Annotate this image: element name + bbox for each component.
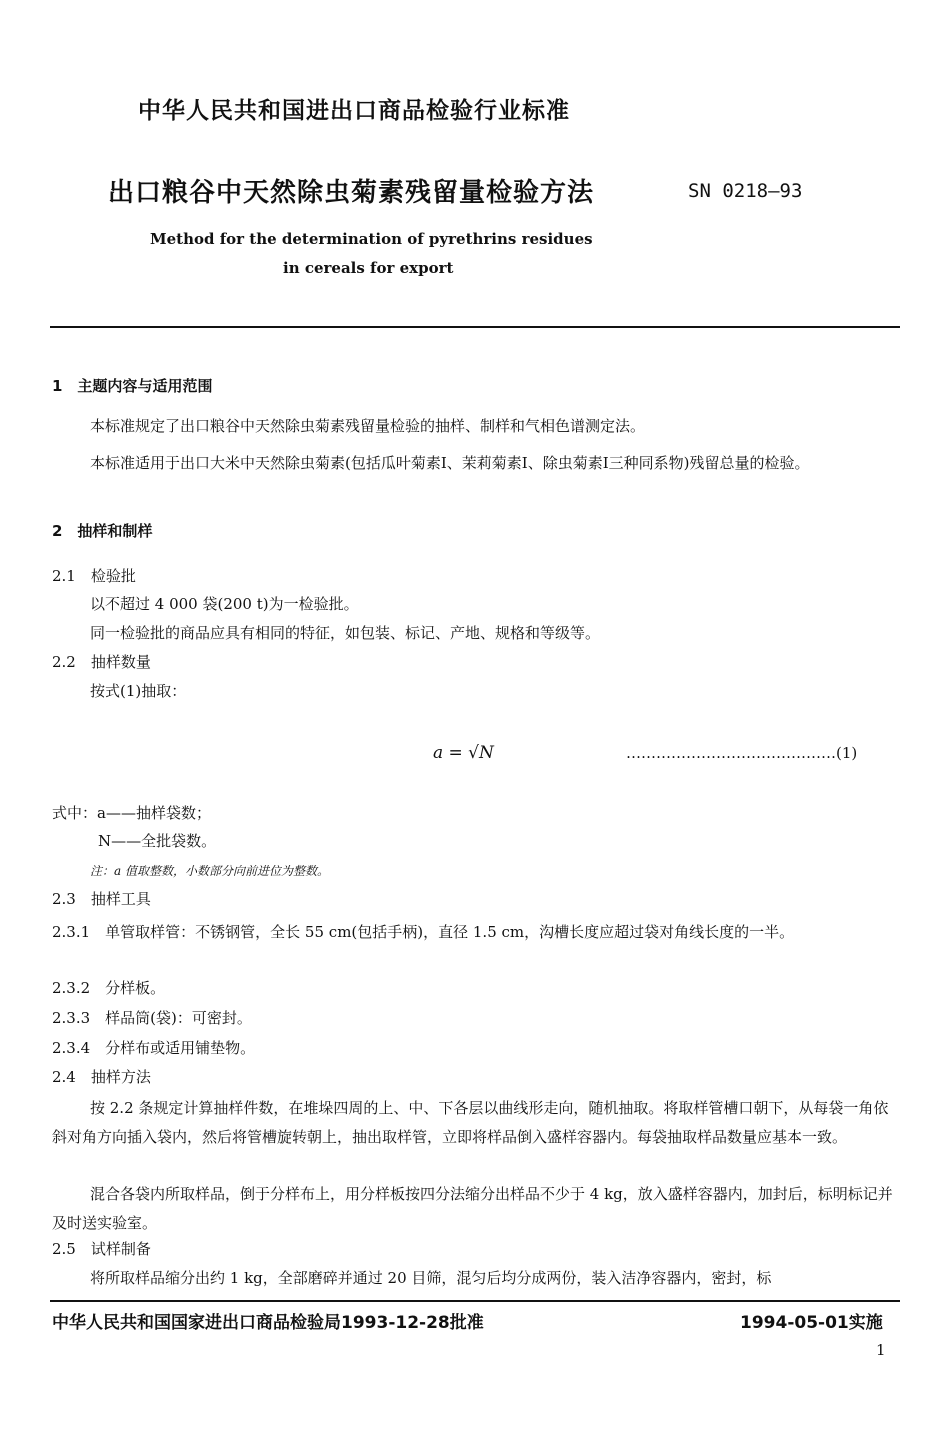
formula-number: ……………………………………(1) <box>626 744 858 762</box>
effective-date: 1994-05-01实施 <box>740 1313 883 1333</box>
approval-text: 中华人民共和国国家进出口商品检验局1993-12-28批准 <box>52 1313 484 1333</box>
note: 注：a 值取整数，小数部分向前进位为整数。 <box>90 864 329 878</box>
english-title-line1: Method for the determination of pyrethrins residues <box>150 230 593 248</box>
header-rule <box>50 326 900 328</box>
section-1-heading: 1 主题内容与适用范围 <box>52 377 213 395</box>
section-2-5-para-1: 将所取样品缩分出约 1 kg，全部磨碎并通过 20 目筛，混匀后均分成两份，装入洁净容器内，密封，标 <box>90 1269 772 1287</box>
where-a: 式中：a——抽样袋数； <box>52 804 211 822</box>
section-2-3-4: 2.3.4 分样布或适用铺垫物。 <box>52 1039 256 1057</box>
section-2-3-3: 2.3.3 样品筒(袋)：可密封。 <box>52 1009 252 1027</box>
document-title: 出口粮谷中天然除虫菊素残留量检验方法 <box>108 178 595 208</box>
section-2-2-text: 按式(1)抽取： <box>90 682 187 700</box>
section-2-4-para-1: 按 2.2 条规定计算抽样件数，在堆垛四周的上、中、下各层以曲线形走向，随机抽取。将取样管槽口朝下，从每袋一角依斜对角方向插入袋内，然后将管槽旋转朝上，抽出取样管，立即将样品倒入盛样容器内。每袋抽取样品数量应基本一致。 <box>52 1099 889 1146</box>
section-2-4-para-2: 混合各袋内所取样品，倒于分样布上，用分样板按四分法缩分出样品不少于 4 kg，放入盛样容器内，加封后，标明标记并及时送实验室。 <box>52 1185 893 1232</box>
section-2-4-heading: 2.4 抽样方法 <box>52 1068 151 1086</box>
section-2-5-heading: 2.5 试样制备 <box>52 1240 151 1258</box>
section-2-3-1: 2.3.1 单管取样管：不锈钢管，全长 55 cm(包括手柄)，直径 1.5 cm，沟槽长度应超过袋对角线长度的一半。 <box>52 923 795 941</box>
section-2-3-heading: 2.3 抽样工具 <box>52 890 151 908</box>
section-2-heading: 2 抽样和制样 <box>52 522 153 540</box>
footer-rule <box>50 1300 900 1302</box>
english-title-line2: in cereals for export <box>283 259 454 277</box>
section-2-1-text-a: 以不超过 4 000 袋(200 t)为一检验批。 <box>90 595 359 613</box>
page-number: 1 <box>876 1341 886 1359</box>
section-1-para-1: 本标准规定了出口粮谷中天然除虫菊素残留量检验的抽样、制样和气相色谱测定法。 <box>90 417 646 435</box>
section-1-para-2: 本标准适用于出口大米中天然除虫菊素(包括瓜叶菊素Ⅰ、茉莉菊素Ⅰ、除虫菊素Ⅰ三种同系物)残留总量的检验。 <box>90 454 810 472</box>
standard-code: SN 0218—93 <box>688 180 803 202</box>
standard-org-title: 中华人民共和国进出口商品检验行业标准 <box>138 98 570 124</box>
section-2-3-2: 2.3.2 分样板。 <box>52 979 166 997</box>
section-2-1-heading: 2.1 检验批 <box>52 567 136 585</box>
section-2-1-text-b: 同一检验批的商品应具有相同的特征，如包装、标记、产地、规格和等级等。 <box>90 624 601 642</box>
formula: a = √N <box>433 743 494 763</box>
section-2-2-heading: 2.2 抽样数量 <box>52 653 151 671</box>
where-n: N——全批袋数。 <box>98 832 217 850</box>
